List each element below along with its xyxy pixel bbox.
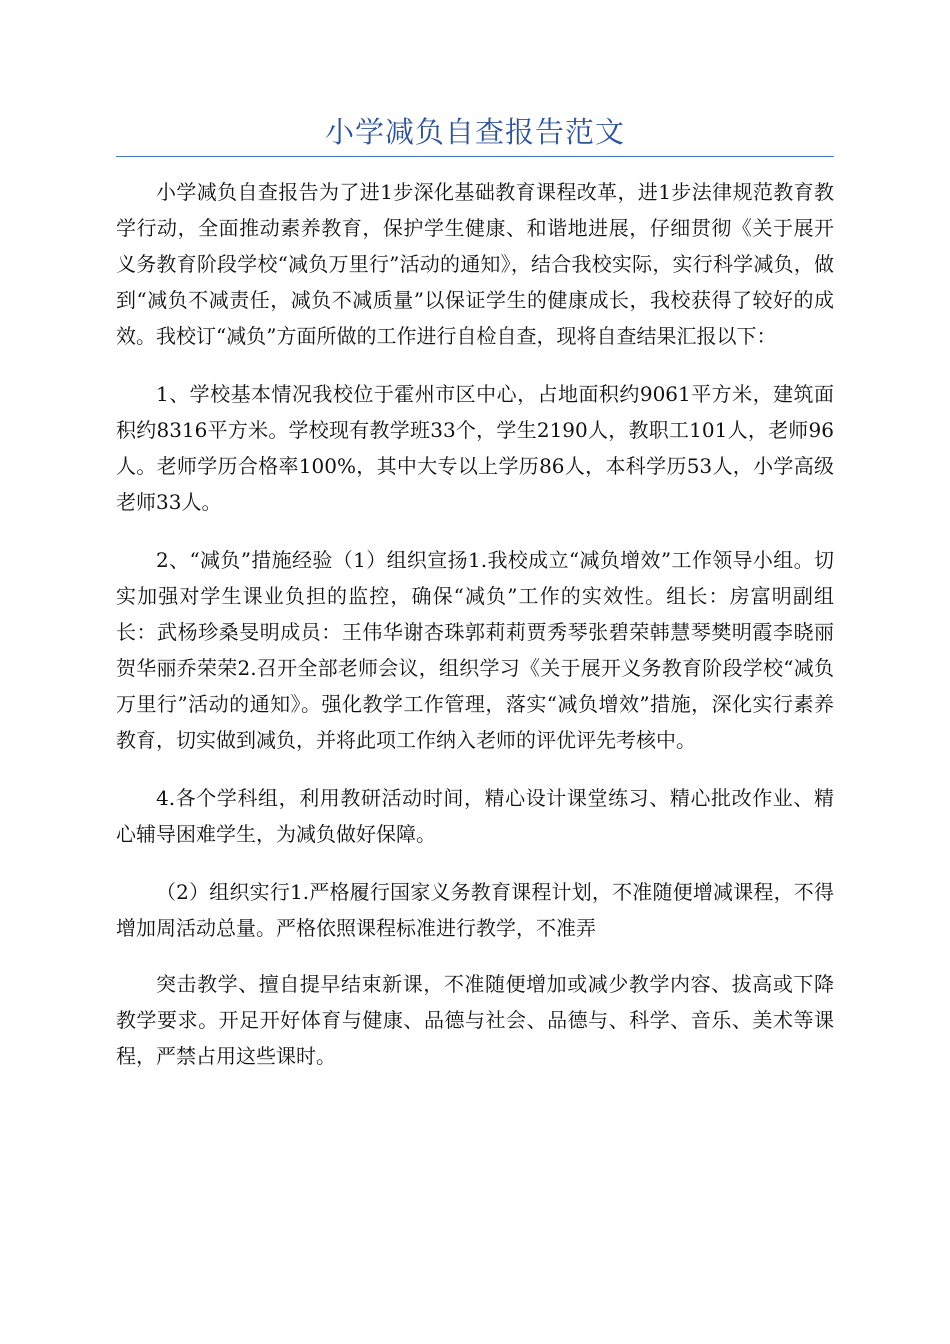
paragraph-school-basics: 1、学校基本情况我校位于霍州市区中心，占地面积约9061平方米，建筑面积约8316平方米。学校现有教学班33个，学生2190人，教职工101人，老师96人。老师学历合格率100%，其中大专以上学历86人，本科学历53人，小学高级老师33人。 <box>116 382 834 514</box>
paragraph-implementation: （2）组织实行1.严格履行国家义务教育课程计划，不准随便增减课程，不得增加周活动总量。严格依照课程标准进行教学，不准弄 <box>116 880 834 940</box>
paragraph-curriculum: 突击教学、擅自提早结束新课，不准随便增加或减少教学内容、拔高或下降教学要求。开足开好体育与健康、品德与社会、品德与、科学、音乐、美术等课程，严禁占用这些课时。 <box>116 972 834 1068</box>
document-body <box>116 174 834 1096</box>
title-underline <box>116 156 834 157</box>
paragraph-intro: 小学减负自查报告为了进1步深化基础教育课程改革，进1步法律规范教育教学行动，全面推动素养教育，保护学生健康、和谐地进展，仔细贯彻《关于展开义务教育阶段学校“减负万里行”活动的通知》，结合我校实际，实行科学减负，做到“减负不减责任，减负不减质量”以保证学生的健康成长，我校获得了较好的成效。我校订“减负”方面所做的工作进行自检自查，现将自查结果汇报以下： <box>116 180 834 348</box>
document-title: 小学减负自查报告范文 <box>324 115 625 149</box>
paragraph-subject-groups: 4.各个学科组，利用教研活动时间，精心设计课堂练习、精心批改作业、精心辅导困难学生，为减负做好保障。 <box>116 786 834 846</box>
paragraph-measures: 2、“减负”措施经验（1）组织宣扬1.我校成立“减负增效”工作领导小组。切实加强对学生课业负担的监控，确保“减负”工作的实效性。组长：房富明副组长：武杨珍桑旻明成员：王伟华谢杏珠郭莉莉贾秀琴张碧荣韩慧琴樊明霞李晓丽贺华丽乔荣荣2.召开全部老师会议，组织学习《关于展开义务教育阶段学校“减负万里行”活动的通知》。强化教学工作管理，落实“减负增效”措施，深化实行素养教育，切实做到减负，并将此项工作纳入老师的评优评先考核中。 <box>116 548 834 752</box>
